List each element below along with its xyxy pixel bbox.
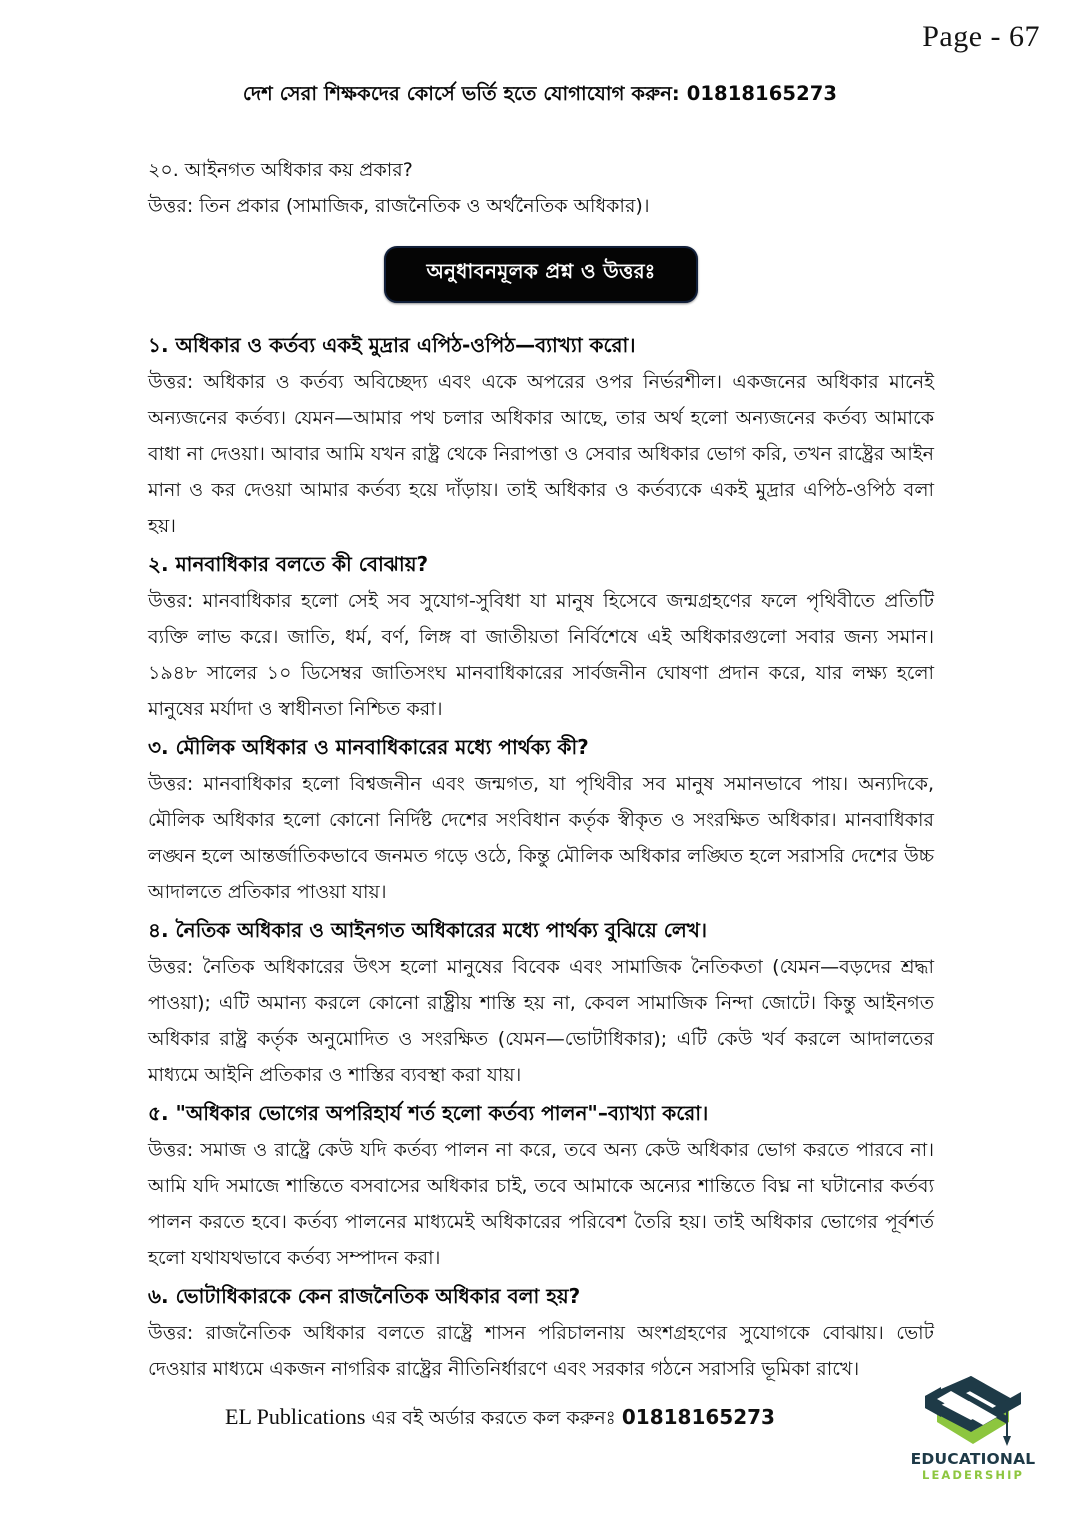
promo-header-text: দেশ সেরা শিক্ষকদের কোর্সে ভর্তি হতে যোগাযোগ করুন: 01818165273 <box>242 82 838 105</box>
page-footer <box>0 1374 1080 1494</box>
logo-title: EDUCATIONAL <box>910 1450 1036 1468</box>
footer-brand: EL Publications <box>225 1404 366 1429</box>
qa-answer-5: উত্তর: সমাজ ও রাষ্ট্রে কেউ যদি কর্তব্য পালন না করে, তবে অন্য কেউ অধিকার ভোগ করতে পারবে না। আমি যদি সমাজে শান্তিতে বসবাসের অধিকার চাই, তবে আমাকে অন্যের শান্তিতে বিঘ্ন না ঘটানোর কর্তব্য পালন করতে হবে। কর্তব্য পালনের মাধ্যমেই অধিকারের পরিবেশ তৈরি হয়। তাই অধিকার ভোগের পূর্বশর্ত হলো যথাযথভাবে কর্তব্য সম্পাদন করা। <box>148 1139 934 1269</box>
footer-order-line <box>0 1404 1000 1436</box>
qa-item-1 <box>148 327 934 544</box>
qa-answer-2: উত্তর: মানবাধিকার হলো সেই সব সুযোগ-সুবিধা যা মানুষ হিসেবে জন্মগ্রহণের ফলে পৃথিবীতে প্রতিটি ব্যক্তি লাভ করে। জাতি, ধর্ম, বর্ণ, লিঙ্গ বা জাতীয়তা নির্বিশেষে এই অধিকারগুলো সবার জন্য সমান। ১৯৪৮ সালের ১০ ডিসেম্বর জাতিসংঘ মানবাধিকারের সার্বজনীন ঘোষণা প্রদান করে, যার লক্ষ্য হলো মানুষের মর্যাদা ও স্বাধীনতা নিশ্চিত করা। <box>148 590 934 720</box>
qa-question-6: ৬. ভোটাধিকারকে কেন রাজনৈতিক অধিকার বলা হয়? <box>148 1284 581 1308</box>
qa-question-5: ৫. "অধিকার ভোগের অপরিহার্য শর্ত হলো কর্তব্য পালন"–ব্যাখ্যা করো। <box>148 1101 709 1125</box>
qa-question-3: ৩. মৌলিক অধিকার ও মানবাধিকারের মধ্যে পার্থক্য কী? <box>148 735 589 759</box>
qa-item-5 <box>148 1095 934 1276</box>
carryover-answer: উত্তর: তিন প্রকার (সামাজিক, রাজনৈতিক ও অর্থনৈতিক অধিকার)। <box>148 195 650 217</box>
qa-answer-4: উত্তর: নৈতিক অধিকারের উৎস হলো মানুষের বিবেক এবং সামাজিক নৈতিকতা (যেমন—বড়দের শ্রদ্ধা পাওয়া); এটি অমান্য করলে কোনো রাষ্ট্রীয় শাস্তি হয় না, কেবল সামাজিক নিন্দা জোটে। কিন্তু আইনগত অধিকার রাষ্ট্র কর্তৃক অনুমোদিত ও সংরক্ষিত (যেমন—ভোটাধিকার); এটি কেউ খর্ব করলে আদালতের মাধ্যমে আইনি প্রতিকার ও শাস্তির ব্যবস্থা করা যায়। <box>148 956 934 1086</box>
logo-subtitle: LEADERSHIP <box>922 1468 1024 1482</box>
footer-phone-number: 01818165273 <box>621 1405 775 1429</box>
qa-question-2: ২. মানবাধিকার বলতে কী বোঝায়? <box>148 552 429 576</box>
qa-question-4: ৪. নৈতিক অধিকার ও আইনগত অধিকারের মধ্যে পার্থক্য বুঝিয়ে লেখ। <box>148 918 708 942</box>
footer-middle-text: এর বই অর্ডার করতে কল করুনঃ <box>365 1407 622 1429</box>
qa-item-2 <box>148 546 934 727</box>
page-content <box>148 152 934 1389</box>
educational-leadership-logo <box>908 1374 1038 1496</box>
qa-item-4 <box>148 912 934 1093</box>
carryover-question: ২০. আইনগত অধিকার কয় প্রকার? <box>148 159 413 181</box>
section-banner: অনুধাবনমূলক প্রশ্ন ও উত্তরঃ <box>384 246 697 303</box>
section-banner-wrapper <box>148 246 934 303</box>
qa-answer-1: উত্তর: অধিকার ও কর্তব্য অবিচ্ছেদ্য এবং একে অপরের ওপর নির্ভরশীল। একজনের অধিকার মানেই অন্যজনের কর্তব্য। যেমন—আমার পথ চলার অধিকার আছে, তার অর্থ হলো অন্যজনের কর্তব্য আমাকে বাধা না দেওয়া। আবার আমি যখন রাষ্ট্র থেকে নিরাপত্তা ও সেবার অধিকার ভোগ করি, তখন রাষ্ট্রের আইন মানা ও কর দেওয়া আমার কর্তব্য হয়ে দাঁড়ায়। তাই অধিকার ও কর্তব্যকে একই মুদ্রার এপিঠ-ওপিঠ বলা হয়। <box>148 371 934 537</box>
carryover-question-block <box>148 152 934 224</box>
qa-answer-6: উত্তর: রাজনৈতিক অধিকার বলতে রাষ্ট্রে শাসন পরিচালনায় অংশগ্রহণের সুযোগকে বোঝায়। ভোট দেওয়ার মাধ্যমে একজন নাগরিক রাষ্ট্রের নীতিনির্ধারণে এবং সরকার গঠনে সরাসরি ভূমিকা রাখে। <box>148 1322 934 1380</box>
qa-question-1: ১. অধিকার ও কর্তব্য একই মুদ্রার এপিঠ-ওপিঠ—ব্যাখ্যা করো। <box>148 333 636 357</box>
qa-answer-3: উত্তর: মানবাধিকার হলো বিশ্বজনীন এবং জন্মগত, যা পৃথিবীর সব মানুষ সমানভাবে পায়। অন্যদিকে, মৌলিক অধিকার হলো কোনো নির্দিষ্ট দেশের সংবিধান কর্তৃক স্বীকৃত ও সংরক্ষিত অধিকার। মানবাধিকার লঙ্ঘন হলে আন্তর্জাতিকভাবে জনমত গড়ে ওঠে, কিন্তু মৌলিক অধিকার লঙ্ঘিত হলে সরাসরি দেশের উচ্চ আদালতে প্রতিকার পাওয়া যায়। <box>148 773 934 903</box>
page-number: Page - 67 <box>922 20 1040 53</box>
graduation-cap-icon <box>921 1374 1025 1450</box>
qa-item-3 <box>148 729 934 910</box>
qa-item-6 <box>148 1278 934 1387</box>
